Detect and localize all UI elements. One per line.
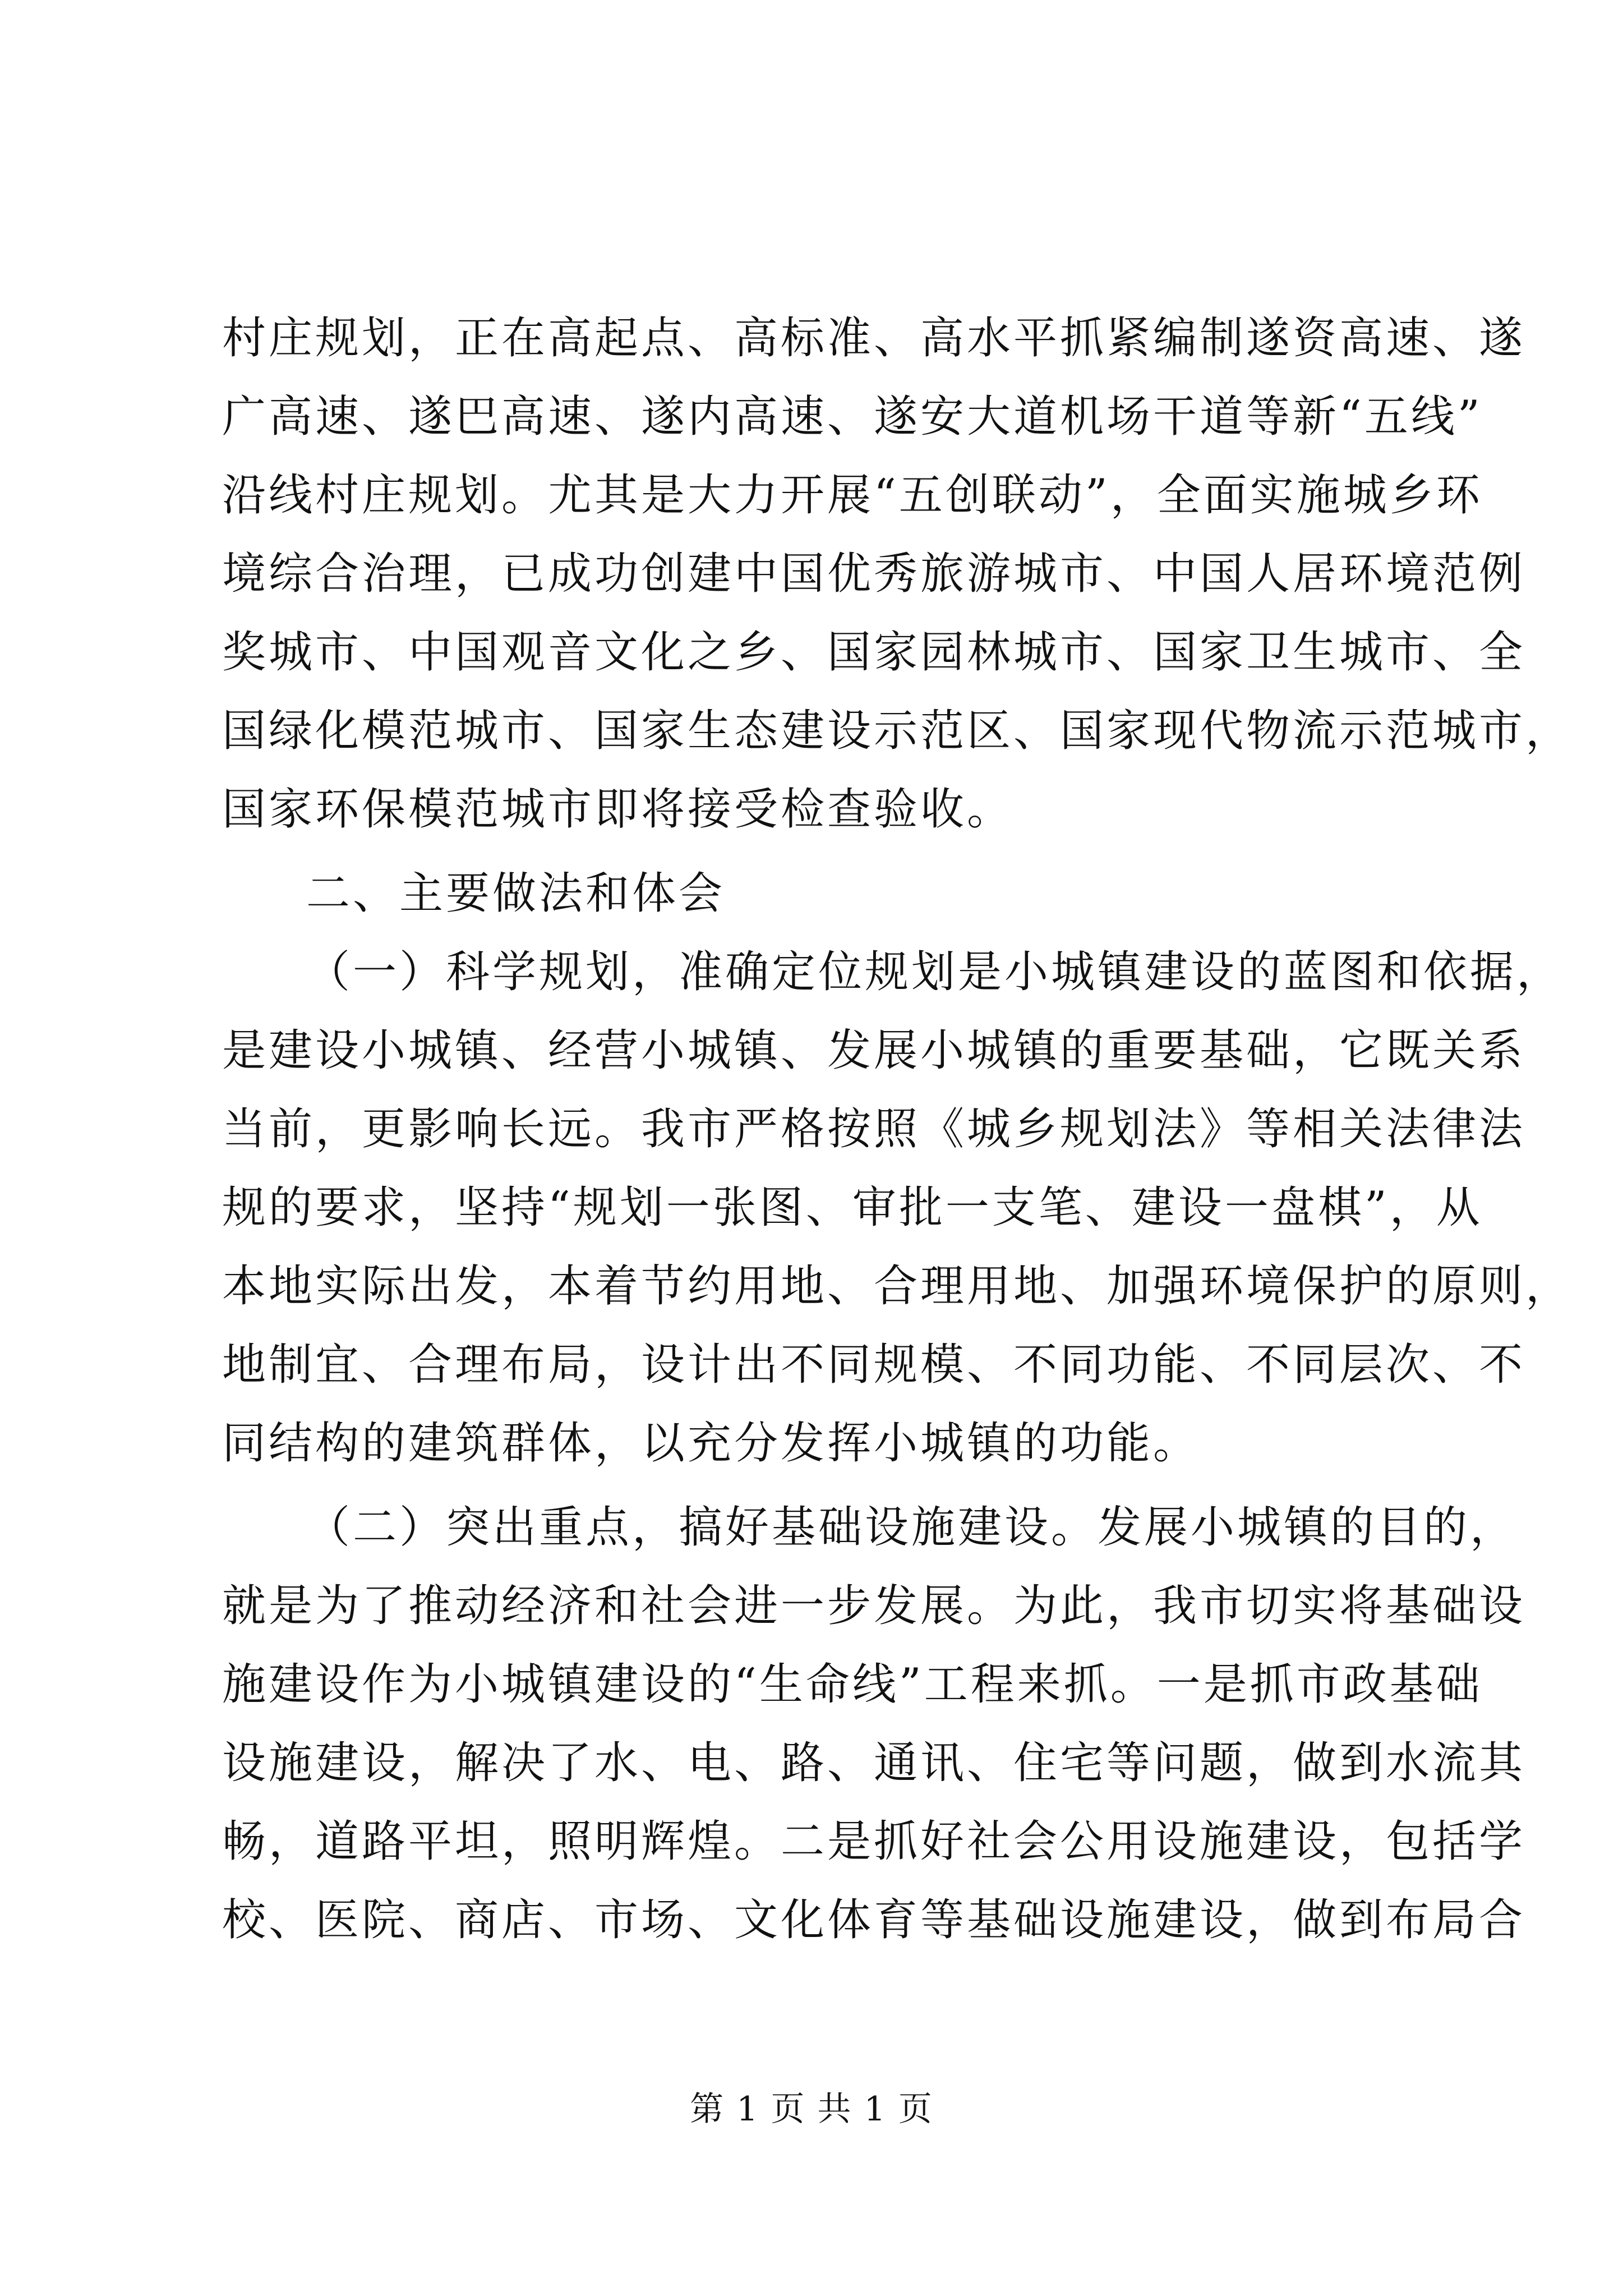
body-text-line: （一）科学规划，准确定位规划是小城镇建设的蓝图和依据，: [306, 947, 1564, 997]
body-text-line: 广高速、遂巴高速、遂内高速、遂安大道机场干道等新“五线”: [222, 392, 1483, 442]
body-text-line: 当前，更影响长远。我市严格按照《城乡规划法》等相关法律法: [222, 1104, 1526, 1154]
body-text-line: 国家环保模范城市即将接受检查验收。: [222, 784, 1014, 835]
body-text-line: 村庄规划，正在高起点、高标准、高水平抓紧编制遂资高速、遂: [222, 313, 1526, 364]
body-text-line: 国绿化模范城市、国家生态建设示范区、国家现代物流示范城市，: [222, 706, 1573, 756]
body-text-line: 本地实际出发，本着节约用地、合理用地、加强环境保护的原则，: [222, 1261, 1573, 1312]
body-text-line: 地制宜、合理布局，设计出不同规模、不同功能、不同层次、不: [222, 1340, 1526, 1390]
body-text-line: 校、医院、商店、市场、文化体育等基础设施建设，做到布局合: [222, 1895, 1526, 1945]
section-heading: 二、主要做法和体会: [306, 868, 726, 919]
body-text-line: 奖城市、中国观音文化之乡、国家园林城市、国家卫生城市、全: [222, 627, 1526, 678]
body-text-line: 是建设小城镇、经营小城镇、发展小城镇的重要基础，它既关系: [222, 1025, 1526, 1076]
body-text-line: 境综合治理，已成功创建中国优秀旅游城市、中国人居环境范例: [222, 549, 1526, 599]
body-text-line: （二）突出重点，搞好基础设施建设。发展小城镇的目的，: [306, 1502, 1517, 1553]
body-text-line: 就是为了推动经济和社会进一步发展。为此，我市切实将基础设: [222, 1581, 1526, 1631]
body-text-line: 同结构的建筑群体，以充分发挥小城镇的功能。: [222, 1418, 1200, 1469]
body-text-line: 规的要求，坚持“规划一张图、审批一支笔、建设一盘棋”，从: [222, 1182, 1483, 1233]
body-text-line: 施建设作为小城镇建设的“生命线”工程来抓。一是抓市政基础: [222, 1659, 1483, 1710]
body-text-line: 设施建设，解决了水、电、路、通讯、住宅等问题，做到水流其: [222, 1738, 1526, 1788]
body-text-line: 沿线村庄规划。尤其是大力开展“五创联动”，全面实施城乡环: [222, 470, 1483, 521]
body-text-line: 畅，道路平坦，照明辉煌。二是抓好社会公用设施建设，包括学: [222, 1816, 1526, 1867]
page-footer: 第 1 页 共 1 页: [690, 2090, 933, 2129]
